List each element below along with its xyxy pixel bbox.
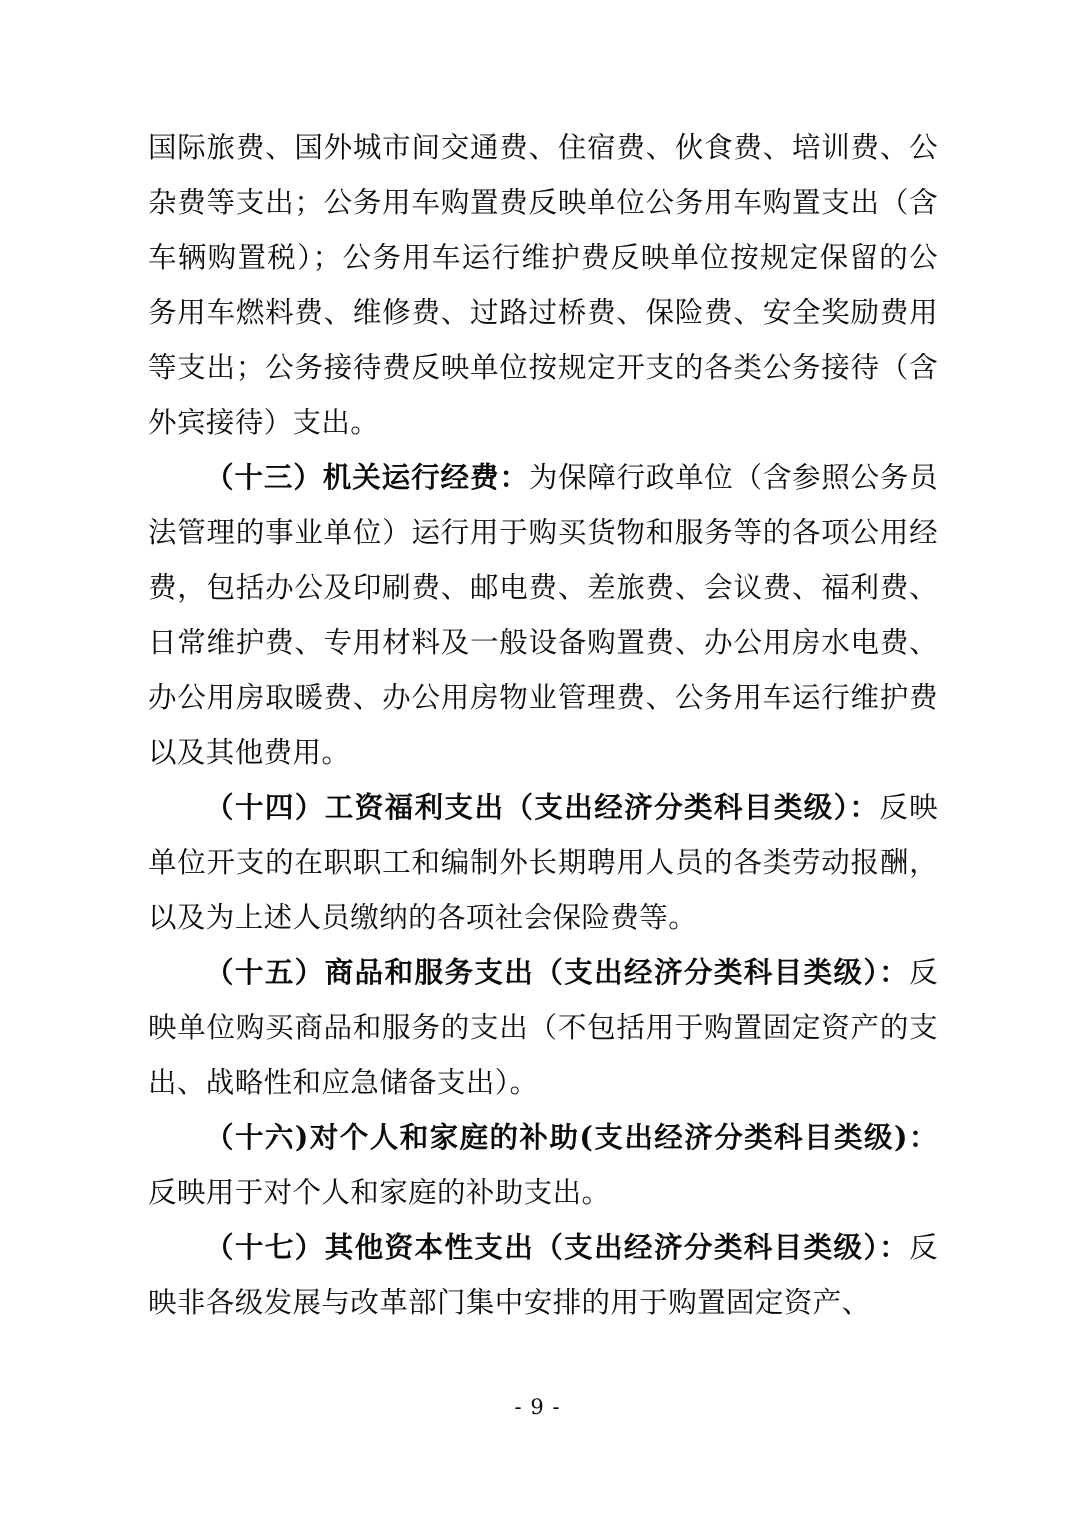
paragraph-text: 反映用于对个人和家庭的补助支出。 bbox=[148, 1176, 611, 1209]
paragraph-intl-travel bbox=[148, 120, 938, 450]
page-number: - 9 - bbox=[514, 1395, 561, 1419]
paragraph-other-capital bbox=[148, 1220, 938, 1330]
paragraph-subsidies-individuals-families bbox=[148, 1110, 938, 1220]
paragraph-lead-label: （十六)对个人和家庭的补助(支出经济分类科目类级)： bbox=[205, 1120, 938, 1154]
paragraph-lead-label: （十五）商品和服务支出（支出经济分类科目类级）： bbox=[205, 955, 910, 989]
page-body bbox=[148, 120, 938, 1330]
paragraph-salary-benefits bbox=[148, 780, 938, 945]
paragraph-text: 为保障行政单位（含参照公务员法管理的事业单位）运行用于购买货物和服务等的各项公用经费，包括办公及印刷费、邮电费、差旅费、会议费、福利费、日常维护费、专用材料及一般设备购置费、办公用房水电费、办公用房取暖费、办公用房物业管理费、公务用车运行维护费以及其他费用。 bbox=[148, 461, 938, 769]
paragraph-text: 反映单位开支的在职职工和编制外长期聘用人员的各类劳动报酬，以及为上述人员缴纳的各项社会保险费等。 bbox=[148, 791, 938, 934]
paragraph-lead-label: （十三）机关运行经费： bbox=[205, 460, 529, 494]
paragraph-text: 反映单位购买商品和服务的支出（不包括用于购置固定资产的支出、战略性和应急储备支出）。 bbox=[148, 956, 938, 1099]
paragraph-text: 国际旅费、国外城市间交通费、住宿费、伙食费、培训费、公杂费等支出；公务用车购置费反映单位公务用车购置支出（含车辆购置税）；公务用车运行维护费反映单位按规定保留的公务用车燃料费、维修费、过路过桥费、保险费、安全奖励费用等支出；公务接待费反映单位按规定开支的各类公务接待（含外宾接待）支出。 bbox=[148, 131, 938, 439]
paragraph-agency-operating-funds bbox=[148, 450, 938, 780]
paragraph-lead-label: （十四）工资福利支出（支出经济分类科目类级）： bbox=[205, 790, 880, 824]
paragraph-goods-services bbox=[148, 945, 938, 1110]
paragraph-lead-label: （十七）其他资本性支出（支出经济分类科目类级）： bbox=[205, 1230, 910, 1264]
paragraph-text: 反映非各级发展与改革部门集中安排的用于购置固定资产、 bbox=[148, 1231, 938, 1319]
